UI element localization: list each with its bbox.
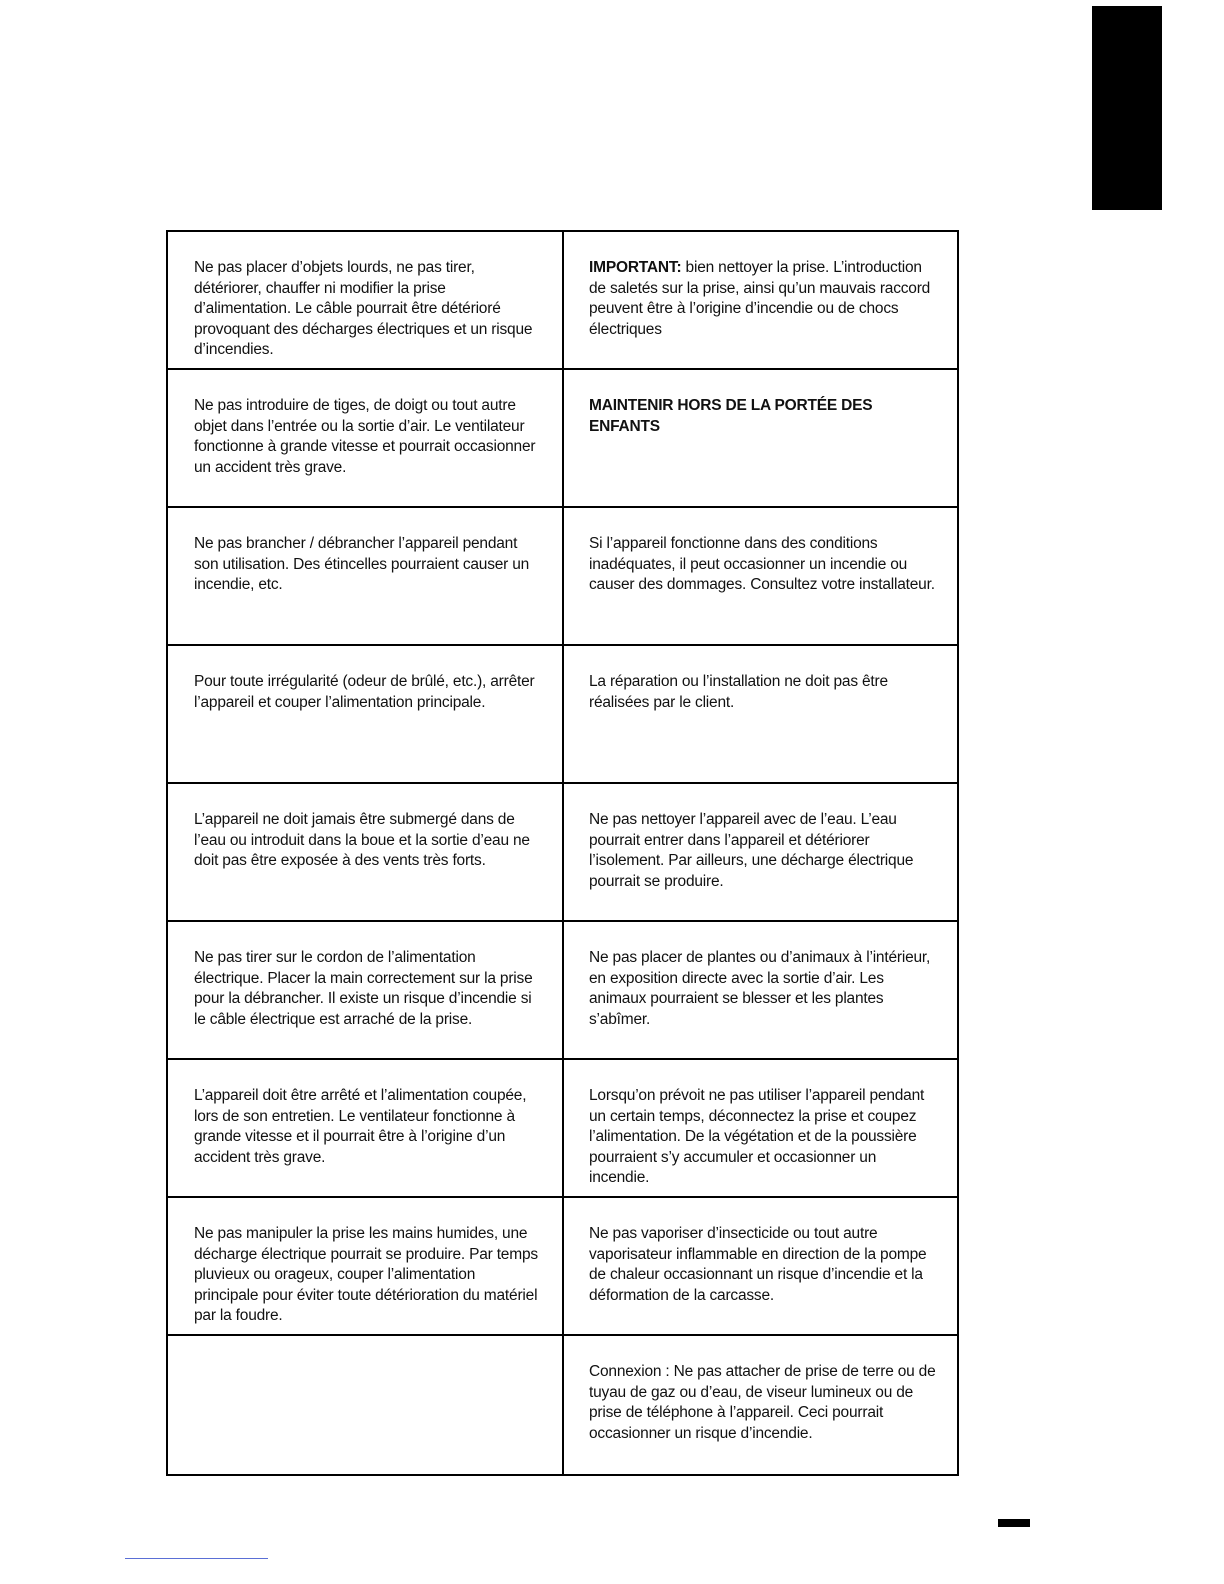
table-cell-left-5: L’appareil ne doit jamais être submergé dans de l’eau ou introduit dans la boue et la sortie d’eau ne doit pas être exposée à des vents très forts. — [168, 784, 564, 922]
table-cell-left-9 — [168, 1336, 564, 1474]
table-cell-left-8: Ne pas manipuler la prise les mains humides, une décharge électrique pourrait se produire. Par temps pluvieux ou orageux, couper l’alimentation principale pour éviter toute détérioration du matériel par la foudre. — [168, 1198, 564, 1336]
table-cell-right-3: Si l’appareil fonctionne dans des conditions inadéquates, il peut occasionner un incendie ou causer des dommages. Consultez votre installateur. — [564, 508, 957, 646]
table-cell-right-6: Ne pas placer de plantes ou d’animaux à l’intérieur, en exposition directe avec la sortie d’air. Les animaux pourraient se blesser et les plantes s’abîmer. — [564, 922, 957, 1060]
safety-instructions-table — [166, 230, 959, 1476]
table-cell-right-4: La réparation ou l’installation ne doit pas être réalisées par le client. — [564, 646, 957, 784]
table-cell-right-2 — [564, 370, 957, 508]
table-cell-right-8: Ne pas vaporiser d’insecticide ou tout autre vaporisateur inflammable en direction de la pompe de chaleur occasionnant un risque d’incendie et la déformation de la carcasse. — [564, 1198, 957, 1336]
table-cell-left-6: Ne pas tirer sur le cordon de l’alimentation électrique. Placer la main correctement sur la prise pour la débrancher. Il existe un risque d’incendie si le câble électrique est arraché de la prise. — [168, 922, 564, 1060]
important-label: IMPORTANT: — [589, 259, 682, 276]
table-cell-right-5: Ne pas nettoyer l’appareil avec de l’eau. L’eau pourrait entrer dans l’appareil et détériorer l’isolement. Par ailleurs, une décharge électrique pourrait se produire. — [564, 784, 957, 922]
table-cell-right-1: IMPORTANT: bien nettoyer la prise. L’introduction de saletés sur la prise, ainsi qu’un mauvais raccord peuvent être à l’origine d’incendie ou de chocs électriques — [564, 232, 957, 370]
table-cell-right-7: Lorsqu’on prévoit ne pas utiliser l’appareil pendant un certain temps, déconnectez la prise et coupez l’alimentation. De la végétation et de la poussière pourraient s’y accumuler et occasionner un incendie. — [564, 1060, 957, 1198]
page-number-marker — [998, 1519, 1030, 1527]
section-tab-marker — [1092, 6, 1162, 210]
table-cell-left-7: L’appareil doit être arrêté et l’alimentation coupée, lors de son entretien. Le ventilateur fonctionne à grande vitesse et il pourrait être à l’origine d’un accident très grave. — [168, 1060, 564, 1198]
table-cell-left-3: Ne pas brancher / débrancher l’appareil pendant son utilisation. Des étincelles pourraient causer un incendie, etc. — [168, 508, 564, 646]
children-warning: MAINTENIR HORS DE LA PORTÉE DES ENFANTS — [589, 397, 873, 435]
footer-divider — [125, 1558, 268, 1559]
table-cell-right-9: Connexion : Ne pas attacher de prise de terre ou de tuyau de gaz ou d’eau, de viseur lumineux ou de prise de téléphone à l’appareil. Ceci pourrait occasionner un risque d’incendie. — [589, 1363, 936, 1442]
table-cell-left-1: Ne pas placer d’objets lourds, ne pas tirer, détériorer, chauffer ni modifier la prise d’alimentation. Le câble pourrait être détérioré provoquant des décharges électriques et un risque d’incendies. — [168, 232, 564, 370]
table-cell-left-2: Ne pas introduire de tiges, de doigt ou tout autre objet dans l’entrée ou la sortie d’air. Le ventilateur fonctionne à grande vitesse et pourrait occasionner un accident très grave. — [168, 370, 564, 508]
table-cell-left-4: Pour toute irrégularité (odeur de brûlé, etc.), arrêter l’appareil et couper l’alimentation principale. — [168, 646, 564, 784]
